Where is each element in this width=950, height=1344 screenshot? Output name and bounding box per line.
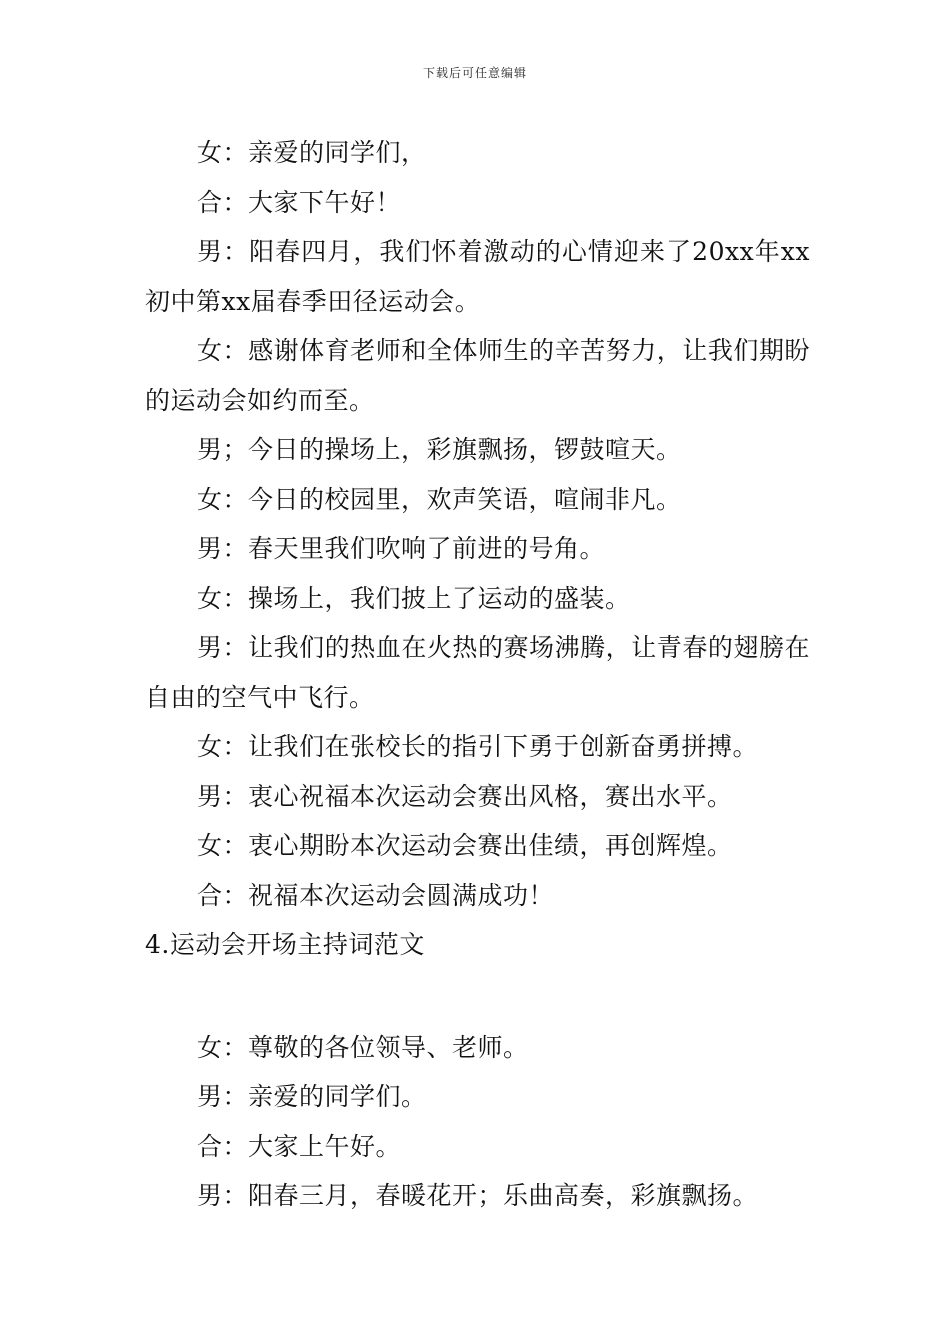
page-header: 下载后可任意编辑 bbox=[422, 66, 527, 80]
section-heading: 4.运动会开场主持词范文 bbox=[145, 930, 425, 959]
dialogue-line: 男：亲爱的同学们。 bbox=[197, 1082, 427, 1111]
dialogue-line: 男：让我们的热血在火热的赛场沸腾，让青春的翅膀在自由的空气中飞行。 bbox=[145, 633, 810, 712]
dialogue-line: 女：亲爱的同学们， bbox=[197, 138, 427, 167]
blank-spacer bbox=[145, 970, 810, 1023]
dialogue-line: 女：衷心期盼本次运动会赛出佳绩，再创辉煌。 bbox=[197, 831, 733, 860]
dialogue-line: 女：尊敬的各位领导、老师。 bbox=[197, 1032, 529, 1062]
dialogue-line: 合：祝福本次运动会圆满成功！ bbox=[197, 880, 555, 910]
dialogue-line: 女：让我们在张校长的指引下勇于创新奋勇拼搏。 bbox=[197, 732, 759, 761]
dialogue-line: 男：衷心祝福本次运动会赛出风格，赛出水平。 bbox=[197, 781, 733, 811]
dialogue-line: 男：春天里我们吹响了前进的号角。 bbox=[197, 534, 606, 563]
dialogue-line: 男；今日的操场上，彩旗飘扬，锣鼓喧天。 bbox=[197, 435, 682, 464]
dialogue-line: 男：阳春四月，我们怀着激动的心情迎来了20xx年xx初中第xx届春季田径运动会。 bbox=[145, 237, 810, 316]
dialogue-line: 合：大家上午好。 bbox=[197, 1131, 402, 1161]
dialogue-line: 男：阳春三月，春暖花开；乐曲高奏，彩旗飘扬。 bbox=[197, 1181, 759, 1210]
dialogue-line: 女：今日的校园里，欢声笑语，喧闹非凡。 bbox=[197, 484, 682, 514]
dialogue-line: 合：大家下午好！ bbox=[197, 187, 402, 217]
dialogue-line: 女：操场上，我们披上了运动的盛装。 bbox=[197, 583, 631, 613]
document-body bbox=[145, 128, 810, 1221]
dialogue-line: 女：感谢体育老师和全体师生的辛苦努力，让我们期盼的运动会如约而至。 bbox=[145, 336, 810, 415]
